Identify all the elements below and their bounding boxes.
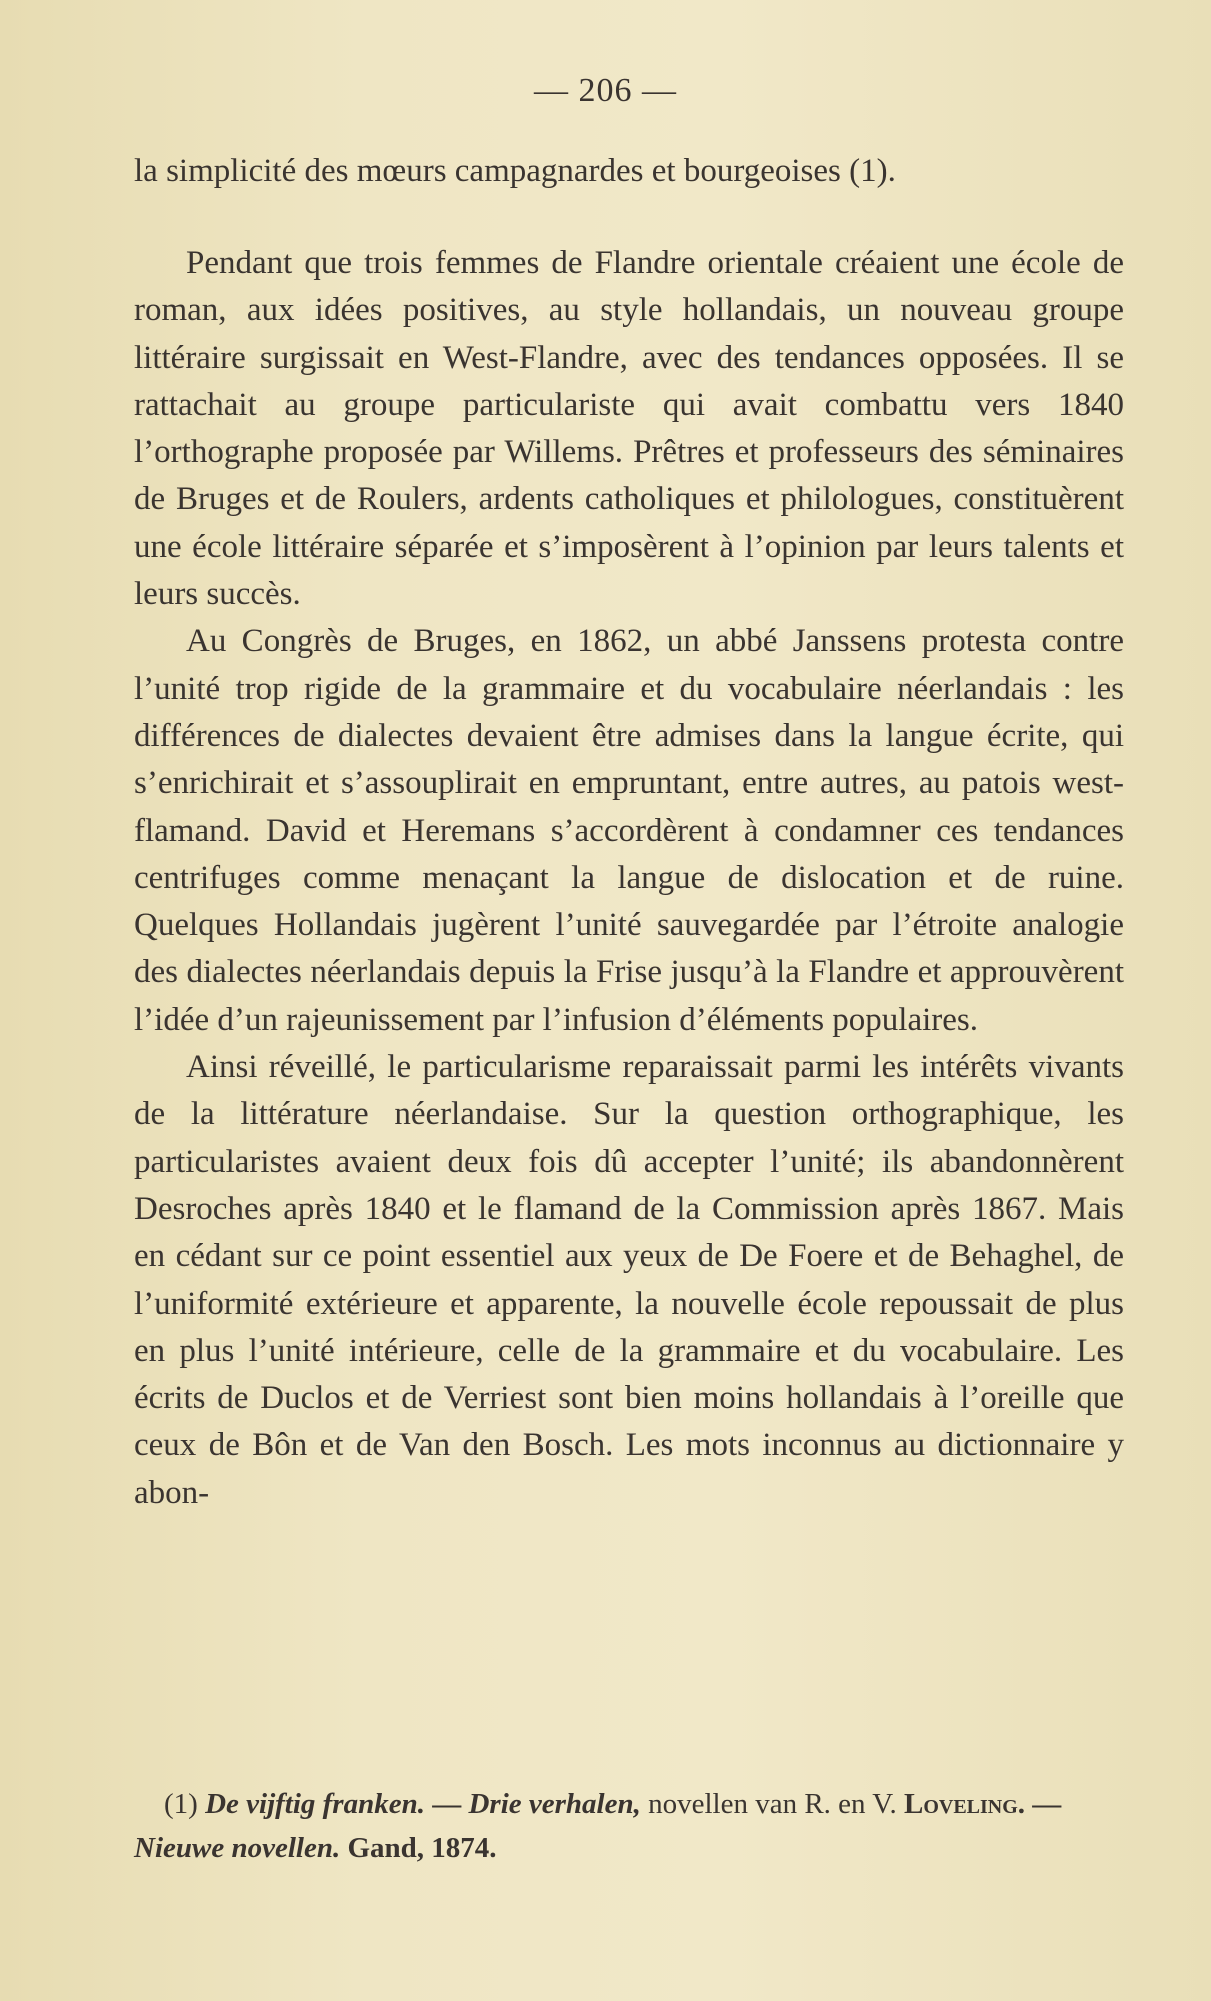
- page-number: — 206 —: [534, 72, 677, 109]
- footnote-author: Loveling.: [903, 1788, 1026, 1820]
- body-text: [134, 240, 1124, 1517]
- footnote-title-3: Nieuwe novellen.: [134, 1832, 341, 1864]
- paragraph-continued: la simplicité des mœurs campagnardes et bourgeoises (1).: [134, 153, 896, 189]
- footnote-marker: (1): [164, 1788, 198, 1820]
- footnote-1: [134, 1782, 1124, 1870]
- footnote-text-1: novellen van R. en V.: [648, 1788, 897, 1820]
- footnotes: [134, 1782, 1124, 1870]
- paragraph-3: Ainsi réveillé, le particularisme reparaissait parmi les intérêts vivants de la littérature néerlandaise. Sur la question orthographique, les particularistes avaient deux fois dû accepter l’unité; ils abandonnèrent Desroches après 1840 et le flamand de la Commission après 1867. Mais en cédant sur ce point essentiel aux yeux de De Foere et de Behaghel, de l’uniformité extérieure et apparente, la nouvelle école repoussait de plus en plus l’unité intérieure, celle de la grammaire et du vocabulaire. Les écrits de Duclos et de Verriest sont bien moins hollandais à l’oreille que ceux de Bôn et de Van den Bosch. Les mots inconnus au dictionnaire y abon-: [134, 1049, 1124, 1511]
- footnote-title-2: Drie verhalen,: [468, 1788, 641, 1820]
- continued-line: [134, 148, 1124, 195]
- footnote-dash-1: —: [432, 1788, 462, 1820]
- footnote-text-2: Gand, 1874.: [347, 1832, 497, 1864]
- paragraph-1: Pendant que trois femmes de Flandre orientale créaient une école de roman, aux idées positives, au style hollandais, un nouveau groupe littéraire surgissait en West-Flandre, avec des tendances opposées. Il se rattachait au groupe particulariste qui avait combattu vers 1840 l’orthographe proposée par Willems. Prêtres et professeurs des séminaires de Bruges et de Roulers, ardents catholiques et philologues, constituèrent une école littéraire séparée et s’imposèrent à l’opinion par leurs talents et leurs succès.: [134, 245, 1124, 613]
- footnote-dash-2: —: [1032, 1788, 1062, 1820]
- paragraph-2: Au Congrès de Bruges, en 1862, un abbé Janssens protesta contre l’unité trop rigide de la grammaire et du vocabulaire néerlandais : les différences de dialectes devaient être admises dans la langue écrite, qui s’enrichirait et s’assouplirait en empruntant, entre autres, au patois west-flamand. David et Heremans s’accordèrent à condamner ces tendances centrifuges comme menaçant la langue de dislocation et de ruine. Quelques Hollandais jugèrent l’unité sauvegardée par l’étroite analogie des dialectes néerlandais depuis la Frise jusqu’à la Flandre et approuvèrent l’idée d’un rajeunissement par l’infusion d’éléments populaires.: [134, 623, 1124, 1038]
- footnote-title-1: De vijftig franken.: [205, 1788, 425, 1820]
